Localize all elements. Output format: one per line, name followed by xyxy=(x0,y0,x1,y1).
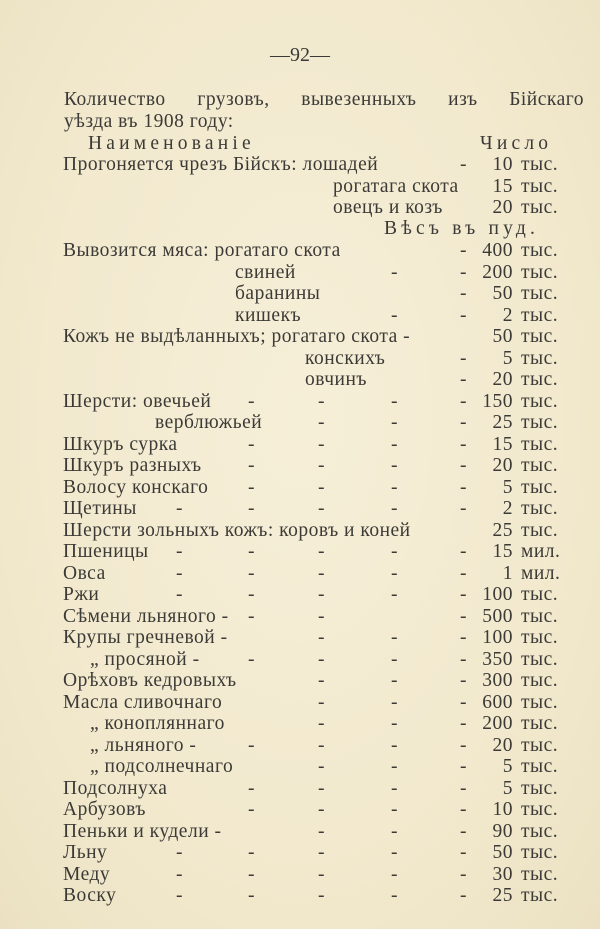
item-name: рогатага скота xyxy=(333,175,459,197)
item-name: Шкуръ разныхъ xyxy=(63,455,202,476)
leader-dash: - xyxy=(248,562,255,584)
item-unit: тыс. xyxy=(521,584,559,605)
item-unit: тыс. xyxy=(521,390,559,412)
leader-dash: - xyxy=(460,820,467,842)
item-name: Шкуръ сурка xyxy=(63,433,178,455)
leader-dash: - xyxy=(176,885,183,906)
item-unit: тыс. xyxy=(521,777,559,799)
leader-dash: - xyxy=(460,476,467,498)
item-name: Овса xyxy=(63,562,106,584)
item-name: Воску xyxy=(63,885,117,906)
item-name: Арбузовъ xyxy=(63,799,146,820)
leader-dash: - xyxy=(176,498,183,519)
table-row xyxy=(0,541,600,563)
leader-dash: - xyxy=(460,605,467,627)
item-quantity: 20 xyxy=(492,734,513,756)
leader-dash: - xyxy=(318,498,325,519)
table-row xyxy=(0,799,600,821)
item-unit: тыс. xyxy=(521,691,559,713)
table-row xyxy=(0,154,600,176)
leader-dash: - xyxy=(318,670,325,691)
item-quantity: 600 xyxy=(482,691,513,713)
item-quantity: 10 xyxy=(492,799,513,820)
item-name: овчинъ xyxy=(305,369,367,390)
item-quantity: 5 xyxy=(502,756,513,777)
table-row xyxy=(0,735,600,757)
leader-dash: - xyxy=(391,390,398,412)
leader-dash: - xyxy=(391,304,398,326)
leader-dash: - xyxy=(460,648,467,670)
leader-dash: - xyxy=(391,863,398,885)
item-quantity: 1 xyxy=(502,562,513,584)
leader-dash: - xyxy=(460,283,467,304)
table-row xyxy=(0,434,600,456)
item-quantity: 50 xyxy=(492,326,513,347)
item-name: „ просяной - xyxy=(90,648,200,670)
leader-dash: - xyxy=(248,799,255,820)
item-name: „ конопляннаго xyxy=(90,713,225,734)
leader-dash: - xyxy=(318,691,325,713)
item-unit: тыс. xyxy=(521,304,559,326)
item-unit: тыс. xyxy=(521,498,559,519)
item-name: Льну xyxy=(63,842,108,863)
leader-dash: - xyxy=(391,842,398,863)
item-name: Щетины xyxy=(63,498,137,519)
leader-dash: - xyxy=(318,433,325,455)
item-quantity: 200 xyxy=(482,713,513,734)
leader-dash: - xyxy=(318,412,325,433)
item-unit: тыс. xyxy=(521,347,559,369)
leader-dash: - xyxy=(460,670,467,691)
leader-dash: - xyxy=(318,562,325,584)
leader-dash: - xyxy=(176,562,183,584)
table-row xyxy=(0,262,600,284)
table-row xyxy=(0,627,600,649)
leader-dash: - xyxy=(460,799,467,820)
leader-dash: - xyxy=(391,541,398,562)
page-number: —92— xyxy=(270,44,330,66)
item-unit: тыс. xyxy=(521,412,559,433)
table-row xyxy=(0,563,600,585)
leader-dash: - xyxy=(176,863,183,885)
leader-dash: - xyxy=(248,498,255,519)
leader-dash: - xyxy=(460,390,467,412)
table-row xyxy=(0,520,600,542)
leader-dash: - xyxy=(460,627,467,648)
leader-dash: - xyxy=(391,261,398,283)
leader-dash: - xyxy=(460,347,467,369)
item-quantity: 350 xyxy=(482,648,513,670)
leader-dash: - xyxy=(248,605,255,627)
table-row xyxy=(0,584,600,606)
leader-dash: - xyxy=(460,756,467,777)
leader-dash: - xyxy=(318,863,325,885)
item-name: Крупы гречневой - xyxy=(63,627,228,648)
item-unit: тыс. xyxy=(521,197,559,218)
table-row xyxy=(0,842,600,864)
item-name: конскихъ xyxy=(305,347,386,369)
leader-dash: - xyxy=(391,820,398,842)
item-unit: тыс. xyxy=(521,820,559,842)
leader-dash: - xyxy=(460,455,467,476)
leader-dash: - xyxy=(460,584,467,605)
table-row xyxy=(0,821,600,843)
item-quantity: 50 xyxy=(492,283,513,304)
leader-dash: - xyxy=(460,541,467,562)
table-row xyxy=(0,885,600,907)
item-unit: мил. xyxy=(521,562,561,584)
leader-dash: - xyxy=(318,713,325,734)
item-unit: тыс. xyxy=(521,519,559,541)
leader-dash: - xyxy=(318,799,325,820)
leader-dash: - xyxy=(391,691,398,713)
table-title: Количество грузовъ, вывезенныхъ изъ Бiйскаго xyxy=(64,89,584,110)
item-quantity: 5 xyxy=(502,476,513,498)
leader-dash: - xyxy=(391,627,398,648)
leader-dash: - xyxy=(460,240,467,261)
column-header-count: Число xyxy=(480,133,553,154)
leader-dash: - xyxy=(460,154,467,175)
item-name: Кожъ не выдѣланныхъ; рогатаго скота - xyxy=(63,326,411,347)
leader-dash: - xyxy=(248,455,255,476)
item-unit: мил. xyxy=(521,541,561,562)
table-row xyxy=(0,369,600,391)
leader-dash: - xyxy=(391,476,398,498)
item-unit: тыс. xyxy=(521,670,559,691)
table-row xyxy=(0,713,600,735)
leader-dash: - xyxy=(460,713,467,734)
leader-dash: - xyxy=(318,885,325,906)
leader-dash: - xyxy=(176,541,183,562)
item-quantity: 400 xyxy=(482,240,513,261)
leader-dash: - xyxy=(318,476,325,498)
item-quantity: 5 xyxy=(502,347,513,369)
item-name: свиней xyxy=(235,261,296,283)
item-name: Пеньки и кудели - xyxy=(63,820,222,842)
item-unit: тыс. xyxy=(521,326,559,347)
leader-dash: - xyxy=(391,412,398,433)
table-row xyxy=(0,305,600,327)
item-name: Орѣховъ кедровыхъ xyxy=(63,670,237,691)
table-row xyxy=(0,649,600,671)
item-quantity: 100 xyxy=(482,627,513,648)
item-quantity: 150 xyxy=(482,390,513,412)
item-quantity: 20 xyxy=(492,197,513,218)
leader-dash: - xyxy=(391,648,398,670)
item-quantity: 5 xyxy=(502,777,513,799)
leader-dash: - xyxy=(248,648,255,670)
item-quantity: 20 xyxy=(492,369,513,390)
leader-dash: - xyxy=(248,842,255,863)
table-row xyxy=(0,348,600,370)
leader-dash: - xyxy=(460,498,467,519)
leader-dash: - xyxy=(391,670,398,691)
leader-dash: - xyxy=(391,777,398,799)
leader-dash: - xyxy=(318,584,325,605)
item-name: овецъ и козъ xyxy=(333,197,443,218)
leader-dash: - xyxy=(248,433,255,455)
table-row xyxy=(0,670,600,692)
item-quantity: 15 xyxy=(492,433,513,455)
item-unit: тыс. xyxy=(521,756,559,777)
column-header-name: Наименованiе xyxy=(88,133,255,154)
table-row xyxy=(0,240,600,262)
leader-dash: - xyxy=(248,541,255,562)
item-quantity: 25 xyxy=(492,885,513,906)
item-quantity: 300 xyxy=(482,670,513,691)
leader-dash: - xyxy=(460,412,467,433)
leader-dash: - xyxy=(248,476,255,498)
column-header-weight: Вѣсъ въ пуд. xyxy=(384,218,540,239)
leader-dash: - xyxy=(248,777,255,799)
item-name: Прогоняется чрезъ Бiйскъ: лошадей xyxy=(63,154,379,175)
leader-dash: - xyxy=(460,734,467,756)
leader-dash: - xyxy=(176,584,183,605)
leader-dash: - xyxy=(460,562,467,584)
item-unit: тыс. xyxy=(521,455,559,476)
leader-dash: - xyxy=(391,885,398,906)
table-row xyxy=(0,778,600,800)
item-quantity: 2 xyxy=(502,498,513,519)
table-row xyxy=(0,692,600,714)
leader-dash: - xyxy=(318,648,325,670)
item-unit: тыс. xyxy=(521,369,559,390)
item-name: „ льняного - xyxy=(90,734,197,756)
item-name: Волосу конскаго xyxy=(63,476,209,498)
leader-dash: - xyxy=(318,390,325,412)
item-unit: тыс. xyxy=(521,863,559,885)
leader-dash: - xyxy=(176,842,183,863)
item-unit: тыс. xyxy=(521,885,559,906)
leader-dash: - xyxy=(460,433,467,455)
leader-dash: - xyxy=(248,885,255,906)
item-quantity: 15 xyxy=(492,541,513,562)
item-name: Масла сливочнаго xyxy=(63,691,223,713)
table-row xyxy=(0,455,600,477)
table-row xyxy=(0,283,600,305)
item-quantity: 10 xyxy=(492,154,513,175)
item-quantity: 200 xyxy=(482,261,513,283)
leader-dash: - xyxy=(248,390,255,412)
table-row xyxy=(0,756,600,778)
item-name: Подсолнуха xyxy=(63,777,168,799)
table-row xyxy=(0,197,600,219)
leader-dash: - xyxy=(391,455,398,476)
item-quantity: 50 xyxy=(492,842,513,863)
leader-dash: - xyxy=(460,261,467,283)
item-quantity: 90 xyxy=(492,820,513,842)
item-name: Шерсти: овечьей xyxy=(63,390,212,412)
leader-dash: - xyxy=(248,584,255,605)
item-unit: тыс. xyxy=(521,842,559,863)
item-name: „ подсолнечнаго xyxy=(90,756,234,777)
leader-dash: - xyxy=(460,885,467,906)
item-quantity: 25 xyxy=(492,519,513,541)
item-quantity: 30 xyxy=(492,863,513,885)
table-row xyxy=(0,326,600,348)
item-quantity: 15 xyxy=(492,175,513,197)
leader-dash: - xyxy=(318,734,325,756)
item-name: баранины xyxy=(235,283,321,304)
item-unit: тыс. xyxy=(521,154,559,175)
table-title-continued: уѣзда въ 1908 году: xyxy=(64,111,234,132)
leader-dash: - xyxy=(318,627,325,648)
item-quantity: 500 xyxy=(482,605,513,627)
leader-dash: - xyxy=(460,304,467,326)
leader-dash: - xyxy=(318,541,325,562)
item-unit: тыс. xyxy=(521,283,559,304)
item-unit: тыс. xyxy=(521,713,559,734)
leader-dash: - xyxy=(391,713,398,734)
leader-dash: - xyxy=(318,455,325,476)
leader-dash: - xyxy=(248,863,255,885)
leader-dash: - xyxy=(460,863,467,885)
item-name: Сѣмени льняного - xyxy=(63,605,229,627)
table-row xyxy=(0,498,600,520)
item-name: Шерсти зольныхъ кожъ: коровъ и коней xyxy=(63,519,411,541)
table-row xyxy=(0,477,600,499)
table-row xyxy=(0,176,600,198)
item-unit: тыс. xyxy=(521,261,559,283)
item-name: Пшеницы xyxy=(63,541,149,562)
item-unit: тыс. xyxy=(521,734,559,756)
item-quantity: 25 xyxy=(492,412,513,433)
item-unit: тыс. xyxy=(521,433,559,455)
leader-dash: - xyxy=(318,605,325,627)
item-unit: тыс. xyxy=(521,175,559,197)
table-row xyxy=(0,391,600,413)
leader-dash: - xyxy=(391,799,398,820)
item-unit: тыс. xyxy=(521,648,559,670)
table-row xyxy=(0,864,600,886)
table-row xyxy=(0,606,600,628)
leader-dash: - xyxy=(460,369,467,390)
item-unit: тыс. xyxy=(521,476,559,498)
leader-dash: - xyxy=(318,756,325,777)
item-unit: тыс. xyxy=(521,240,559,261)
leader-dash: - xyxy=(460,842,467,863)
item-name: Меду xyxy=(63,863,111,885)
leader-dash: - xyxy=(460,691,467,713)
item-name: Ржи xyxy=(63,584,100,605)
leader-dash: - xyxy=(391,433,398,455)
leader-dash: - xyxy=(391,734,398,756)
item-unit: тыс. xyxy=(521,799,559,820)
leader-dash: - xyxy=(318,777,325,799)
item-name: кишекъ xyxy=(235,304,302,326)
leader-dash: - xyxy=(318,820,325,842)
leader-dash: - xyxy=(318,842,325,863)
item-name: Вывозится мяса: рогатаго скота xyxy=(63,240,341,261)
leader-dash: - xyxy=(460,777,467,799)
table-row xyxy=(0,412,600,434)
leader-dash: - xyxy=(391,584,398,605)
leader-dash: - xyxy=(391,756,398,777)
leader-dash: - xyxy=(248,734,255,756)
item-quantity: 2 xyxy=(502,304,513,326)
item-quantity: 20 xyxy=(492,455,513,476)
item-quantity: 100 xyxy=(482,584,513,605)
item-unit: тыс. xyxy=(521,605,559,627)
item-unit: тыс. xyxy=(521,627,559,648)
leader-dash: - xyxy=(391,498,398,519)
item-name: верблюжьей xyxy=(155,412,263,433)
leader-dash: - xyxy=(391,562,398,584)
